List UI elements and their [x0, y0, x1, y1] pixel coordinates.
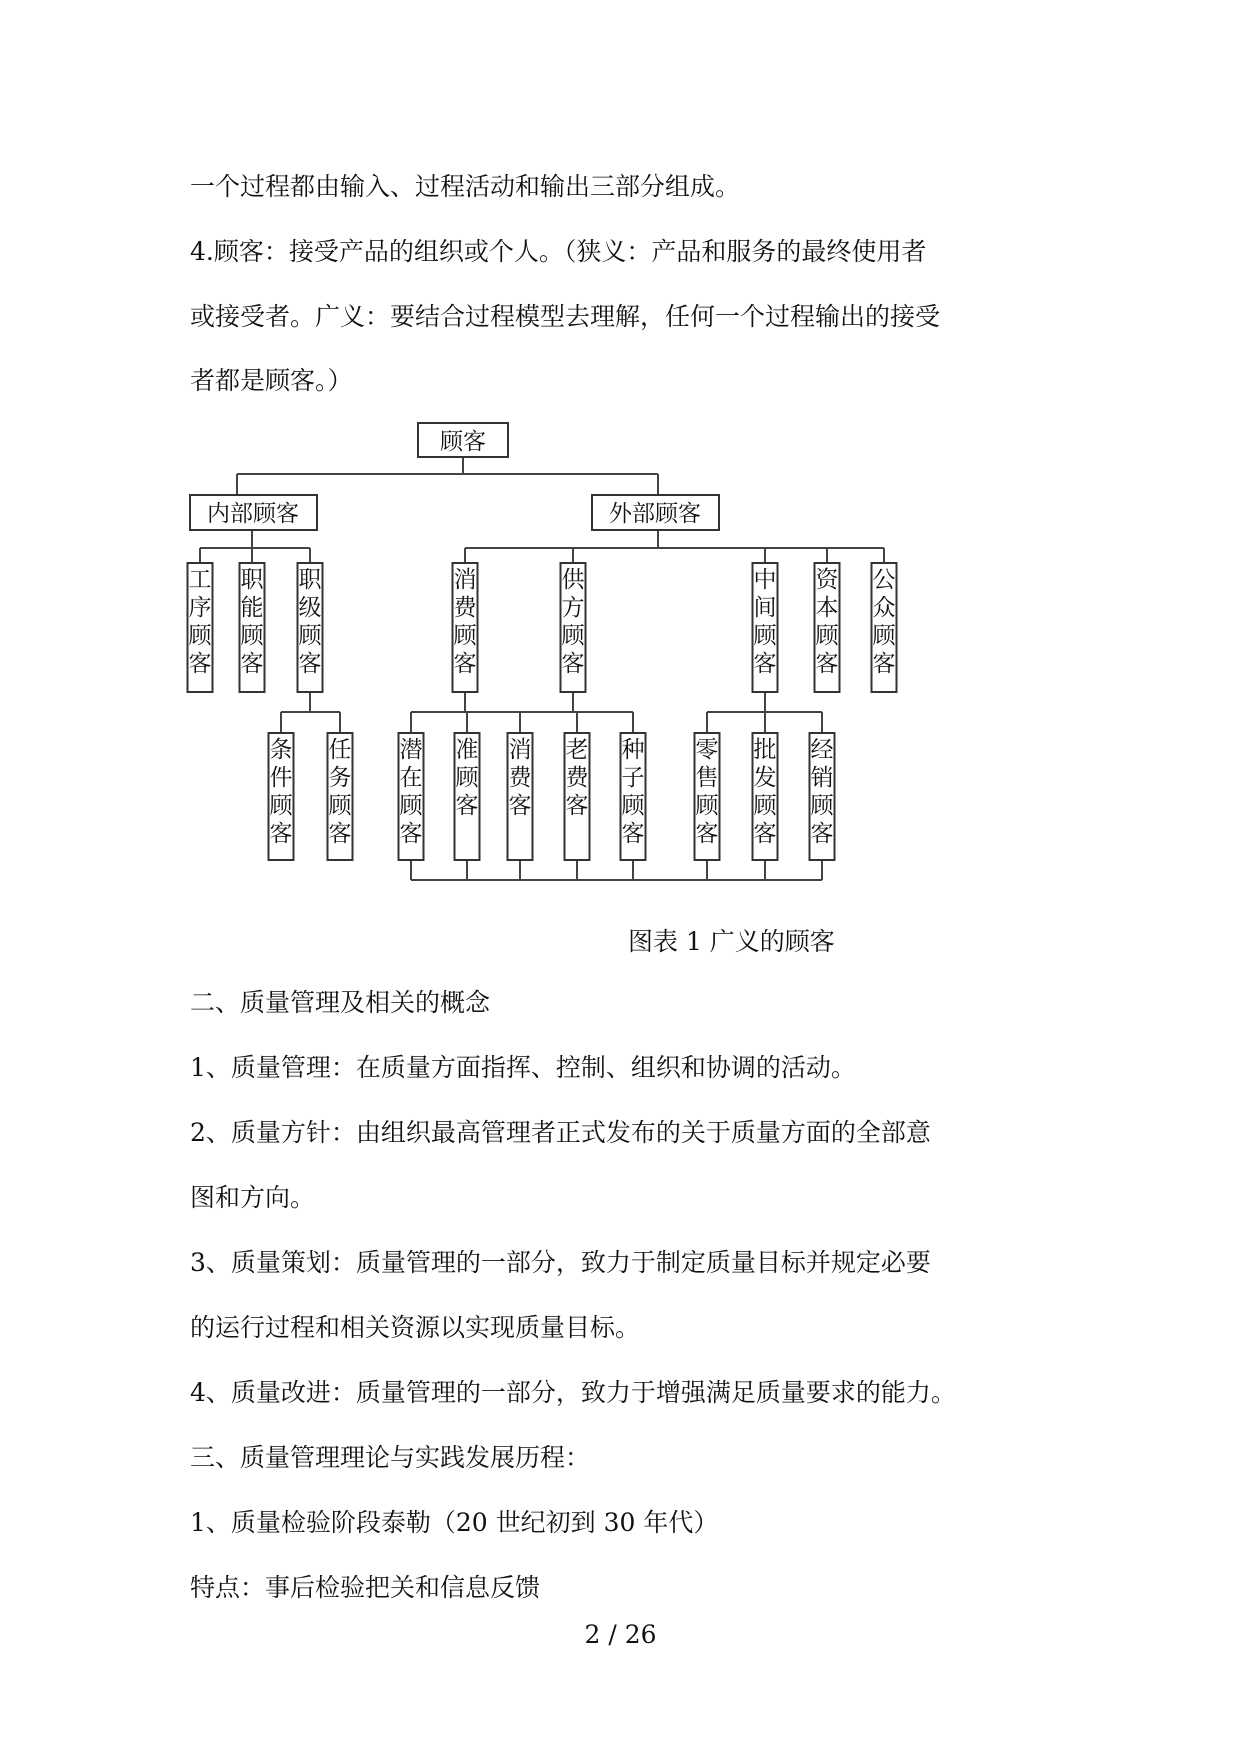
paragraph-line: 4.顾客：接受产品的组织或个人。（狭义：产品和服务的最终使用者 [190, 237, 927, 266]
org-node-char: 客 [810, 821, 834, 847]
org-node-char: 经 [810, 737, 834, 763]
paragraph-line: 3、质量策划：质量管理的一部分，致力于制定质量目标并规定必要 [190, 1248, 931, 1277]
org-node-char: 准 [455, 737, 479, 763]
org-node-char: 职 [240, 567, 264, 593]
org-node-char: 顾 [298, 623, 322, 649]
org-node-char: 顾 [240, 623, 264, 649]
org-node-char: 本 [815, 595, 839, 621]
section-heading: 三、质量管理理论与实践发展历程： [190, 1443, 591, 1472]
org-node-char: 老 [565, 737, 589, 763]
org-node-char: 顾 [695, 793, 719, 819]
org-node-char: 销 [810, 765, 834, 791]
paragraph-line: 4、质量改进：质量管理的一部分，致力于增强满足质量要求的能力。 [190, 1378, 956, 1407]
org-node-char: 客 [815, 651, 839, 677]
org-node-char: 方 [561, 595, 585, 621]
paragraph-line: 或接受者。广义：要结合过程模型去理解，任何一个过程输出的接受 [190, 302, 941, 331]
org-node-char: 职 [298, 567, 322, 593]
paragraph-line: 特点：事后检验把关和信息反馈 [190, 1573, 541, 1602]
org-node-char: 能 [240, 595, 264, 621]
org-node-char: 客 [621, 821, 645, 847]
org-node-char: 客 [508, 793, 532, 819]
org-node-char: 顾 [621, 793, 645, 819]
org-node-char: 客 [399, 821, 423, 847]
paragraph-line: 图和方向。 [190, 1183, 316, 1212]
org-node-char: 种 [621, 737, 645, 763]
org-node-char: 顾 [328, 793, 352, 819]
org-node-char: 序 [188, 595, 212, 621]
root-node-label: 顾客 [440, 429, 486, 455]
org-node-char: 众 [872, 595, 896, 621]
org-node-char: 潜 [399, 737, 423, 763]
org-node-char: 客 [753, 821, 777, 847]
org-node-char: 客 [753, 651, 777, 677]
internal-node-label: 内部顾客 [207, 501, 299, 527]
org-node-char: 客 [565, 793, 589, 819]
external-node-label: 外部顾客 [609, 501, 701, 527]
org-node-char: 顾 [815, 623, 839, 649]
org-node-char: 顾 [188, 623, 212, 649]
org-node-char: 公 [872, 567, 896, 593]
page-number: 2 / 26 [584, 1620, 657, 1649]
org-node-char: 客 [240, 651, 264, 677]
org-node-char: 客 [872, 651, 896, 677]
org-node-char: 顾 [753, 793, 777, 819]
org-node-char: 顾 [872, 623, 896, 649]
org-node-char: 件 [269, 765, 293, 791]
paragraph-line: 者都是顾客。） [190, 366, 353, 395]
org-node-char: 供 [561, 567, 585, 593]
org-node-char: 工 [188, 567, 212, 593]
org-node-char: 中 [753, 567, 777, 593]
paragraph-line: 一个过程都由输入、过程活动和输出三部分组成。 [190, 172, 741, 201]
org-node-char: 资 [815, 567, 839, 593]
org-node-char: 费 [508, 765, 532, 791]
org-node-char: 务 [328, 765, 352, 791]
org-node-char: 子 [621, 765, 645, 791]
org-node-char: 费 [565, 765, 589, 791]
org-node-char: 顾 [399, 793, 423, 819]
org-node-char: 顾 [753, 623, 777, 649]
org-node-char: 客 [695, 821, 719, 847]
paragraph-line: 2、质量方针：由组织最高管理者正式发布的关于质量方面的全部意 [190, 1118, 931, 1147]
org-node-char: 顾 [453, 623, 477, 649]
section-heading: 二、质量管理及相关的概念 [190, 988, 491, 1017]
org-node-char: 级 [298, 595, 322, 621]
org-node-char: 客 [269, 821, 293, 847]
org-node-char: 客 [561, 651, 585, 677]
org-node-char: 顾 [455, 765, 479, 791]
org-node-char: 费 [453, 595, 477, 621]
org-node-char: 客 [298, 651, 322, 677]
figure-caption: 图表 1 广义的顾客 [628, 927, 835, 956]
org-node-char: 客 [453, 651, 477, 677]
org-node-char: 条 [269, 737, 293, 763]
paragraph-line: 1、质量管理：在质量方面指挥、控制、组织和协调的活动。 [190, 1053, 856, 1082]
org-node-char: 顾 [561, 623, 585, 649]
org-node-char: 零 [695, 737, 719, 763]
org-node-char: 在 [399, 765, 423, 791]
org-node-char: 批 [753, 737, 777, 763]
paragraph-line: 1、质量检验阶段泰勒（20 世纪初到 30 年代） [190, 1508, 719, 1537]
org-node-char: 发 [753, 765, 777, 791]
org-node-char: 任 [328, 737, 352, 763]
org-node-char: 顾 [810, 793, 834, 819]
org-node-char: 消 [453, 567, 477, 593]
org-node-char: 客 [328, 821, 352, 847]
org-node-char: 售 [695, 765, 719, 791]
org-node-char: 消 [508, 737, 532, 763]
org-node-char: 间 [753, 595, 777, 621]
org-node-char: 客 [455, 793, 479, 819]
org-node-char: 客 [188, 651, 212, 677]
org-node-char: 顾 [269, 793, 293, 819]
paragraph-line: 的运行过程和相关资源以实现质量目标。 [190, 1313, 641, 1342]
